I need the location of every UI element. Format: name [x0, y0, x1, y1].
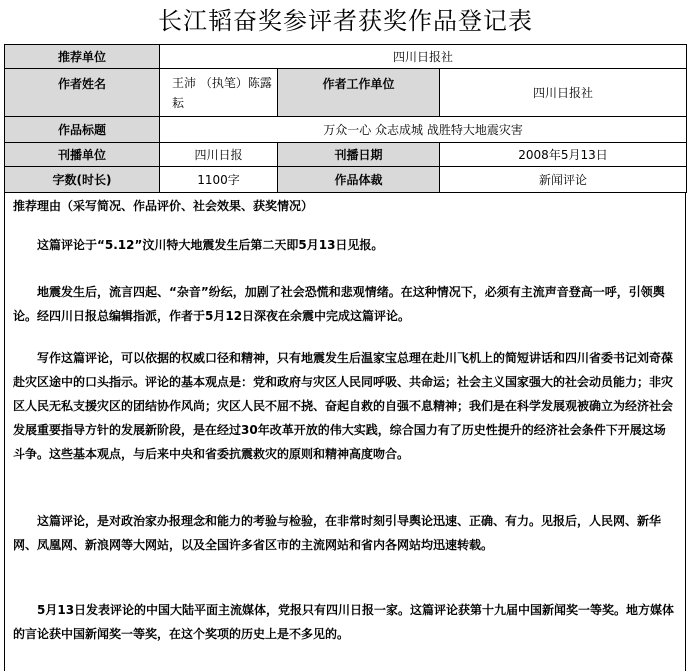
word-count-value: 1100字	[160, 167, 278, 193]
word-count-label: 字数(时长)	[5, 167, 160, 193]
work-title-value: 万众一心 众志成城 战胜特大地震灾害	[160, 117, 687, 143]
reason-paragraph-3: 写作这篇评论，可以依据的权威口径和精神，只有地震发生后温家宝总理在赴川飞机上的简短讲话和四川省委书记刘奇葆赴灾区途中的口头指示。评论的基本观点是：党和政府与灾区人民同呼吸、共命运；社会主义国家强大的社会动员能力；非灾区人民无私支援灾区的团结协作风尚；灾区人民不屈不挠、奋起自救的自强不息精神；我们是在科学发展观被确立为经济社会发展重要指导方针的发展新阶段，是在经过30年改革开放的伟大实践，综合国力有了历史性提升的经济社会条件下开展这场斗争。这些基本观点，与后来中央和省委抗震救灾的原则和精神高度吻合。	[13, 351, 674, 461]
reason-paragraph-1: 这篇评论于“5.12”汶川特大地震发生后第二天即5月13日见报。	[37, 238, 384, 252]
author-unit-label: 作者工作单位	[278, 69, 440, 117]
genre-value: 新闻评论	[440, 167, 687, 193]
work-title-label: 作品标题	[5, 117, 160, 143]
author-value: 王沛 （执笔）陈露耘	[160, 69, 278, 117]
reason-paragraph-5: 5月13日发表评论的中国大陆平面主流媒体，党报只有四川日报一家。这篇评论获第十九届中国新闻奖一等奖。地方媒体的言论获中国新闻奖一等奖，在这个奖项的历史上是不多见的。	[13, 603, 675, 641]
form-title: 长江韬奋奖参评者获奖作品登记表	[158, 7, 533, 35]
row-author	[5, 69, 687, 117]
registration-table	[4, 44, 687, 193]
recommender-label: 推荐单位	[5, 45, 160, 69]
row-word-count	[5, 167, 687, 193]
reason-paragraph-2: 地震发生后，流言四起、“杂音”纷纭，加剧了社会恐慌和悲观情绪。在这种情况下，必须有主流声音登高一呼，引领舆论。经四川日报总编辑指派，作者于5月12日深夜在余震中完成这篇评论。	[13, 285, 665, 323]
publisher-label: 刊播单位	[5, 143, 160, 167]
row-recommender	[5, 45, 687, 69]
publisher-value: 四川日报	[160, 143, 278, 167]
reason-heading: 推荐理由（采写简况、作品评价、社会效果、获奖情况）	[13, 199, 314, 213]
genre-label: 作品体裁	[278, 167, 440, 193]
pub-date-label: 刊播日期	[278, 143, 440, 167]
author-label: 作者姓名	[5, 69, 160, 117]
author-unit-value: 四川日报社	[440, 69, 687, 117]
recommender-value: 四川日报社	[160, 45, 687, 69]
pub-date-value: 2008年5月13日	[440, 143, 687, 167]
row-work-title	[5, 117, 687, 143]
reason-paragraph-4: 这篇评论，是对政治家办报理念和能力的考验与检验，在非常时刻引导舆论迅速、正确、有力。见报后，人民网、新华网、凤凰网、新浪网等大网站，以及全国许多省区市的主流网站和省内各网站均迅速转载。	[13, 514, 662, 552]
row-publisher	[5, 143, 687, 167]
recommendation-section	[4, 193, 686, 671]
